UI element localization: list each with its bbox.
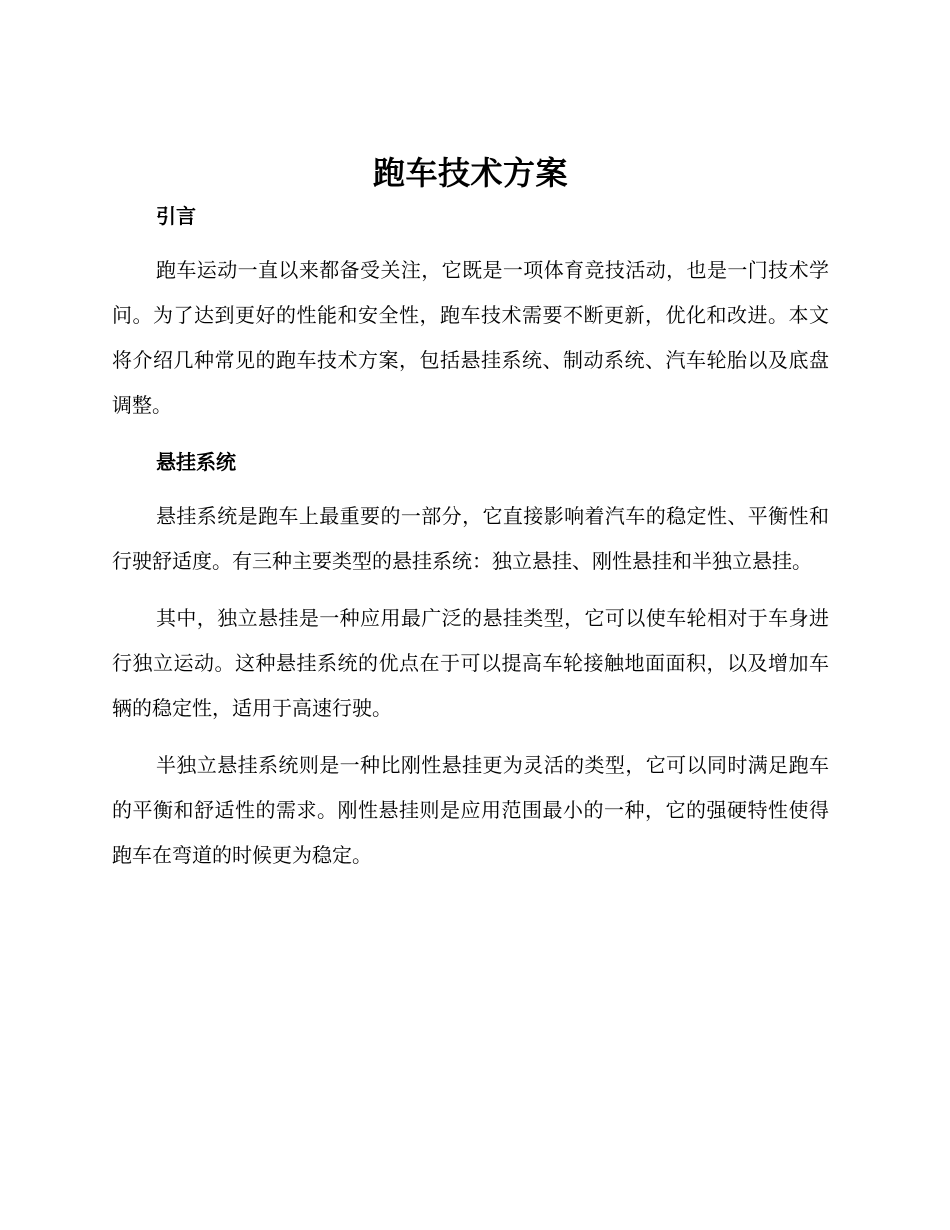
suspension-paragraph-2: 其中，独立悬挂是一种应用最广泛的悬挂类型，它可以使车轮相对于车身进行独立运动。这种悬挂系统的优点在于可以提高车轮接触地面面积，以及增加车辆的稳定性，适用于高速行驶。 — [112, 606, 829, 720]
suspension-paragraph-3: 半独立悬挂系统则是一种比刚性悬挂更为灵活的类型，它可以同时满足跑车的平衡和舒适性的需求。刚性悬挂则是应用范围最小的一种，它的强硬特性使得跑车在弯道的时候更为稳定。 — [112, 753, 829, 867]
suspension-paragraph-1: 悬挂系统是跑车上最重要的一部分，它直接影响着汽车的稳定性、平衡性和行驶舒适度。有三种主要类型的悬挂系统：独立悬挂、刚性悬挂和半独立悬挂。 — [112, 504, 829, 573]
section-heading-intro: 引言 — [156, 204, 196, 228]
document-title: 跑车技术方案 — [372, 154, 568, 192]
section-heading-suspension: 悬挂系统 — [156, 450, 236, 474]
intro-paragraph: 跑车运动一直以来都备受关注，它既是一项体育竞技活动，也是一门技术学问。为了达到更好的性能和安全性，跑车技术需要不断更新，优化和改进。本文将介绍几种常见的跑车技术方案，包括悬挂系统、制动系统、汽车轮胎以及底盘调整。 — [112, 258, 829, 417]
